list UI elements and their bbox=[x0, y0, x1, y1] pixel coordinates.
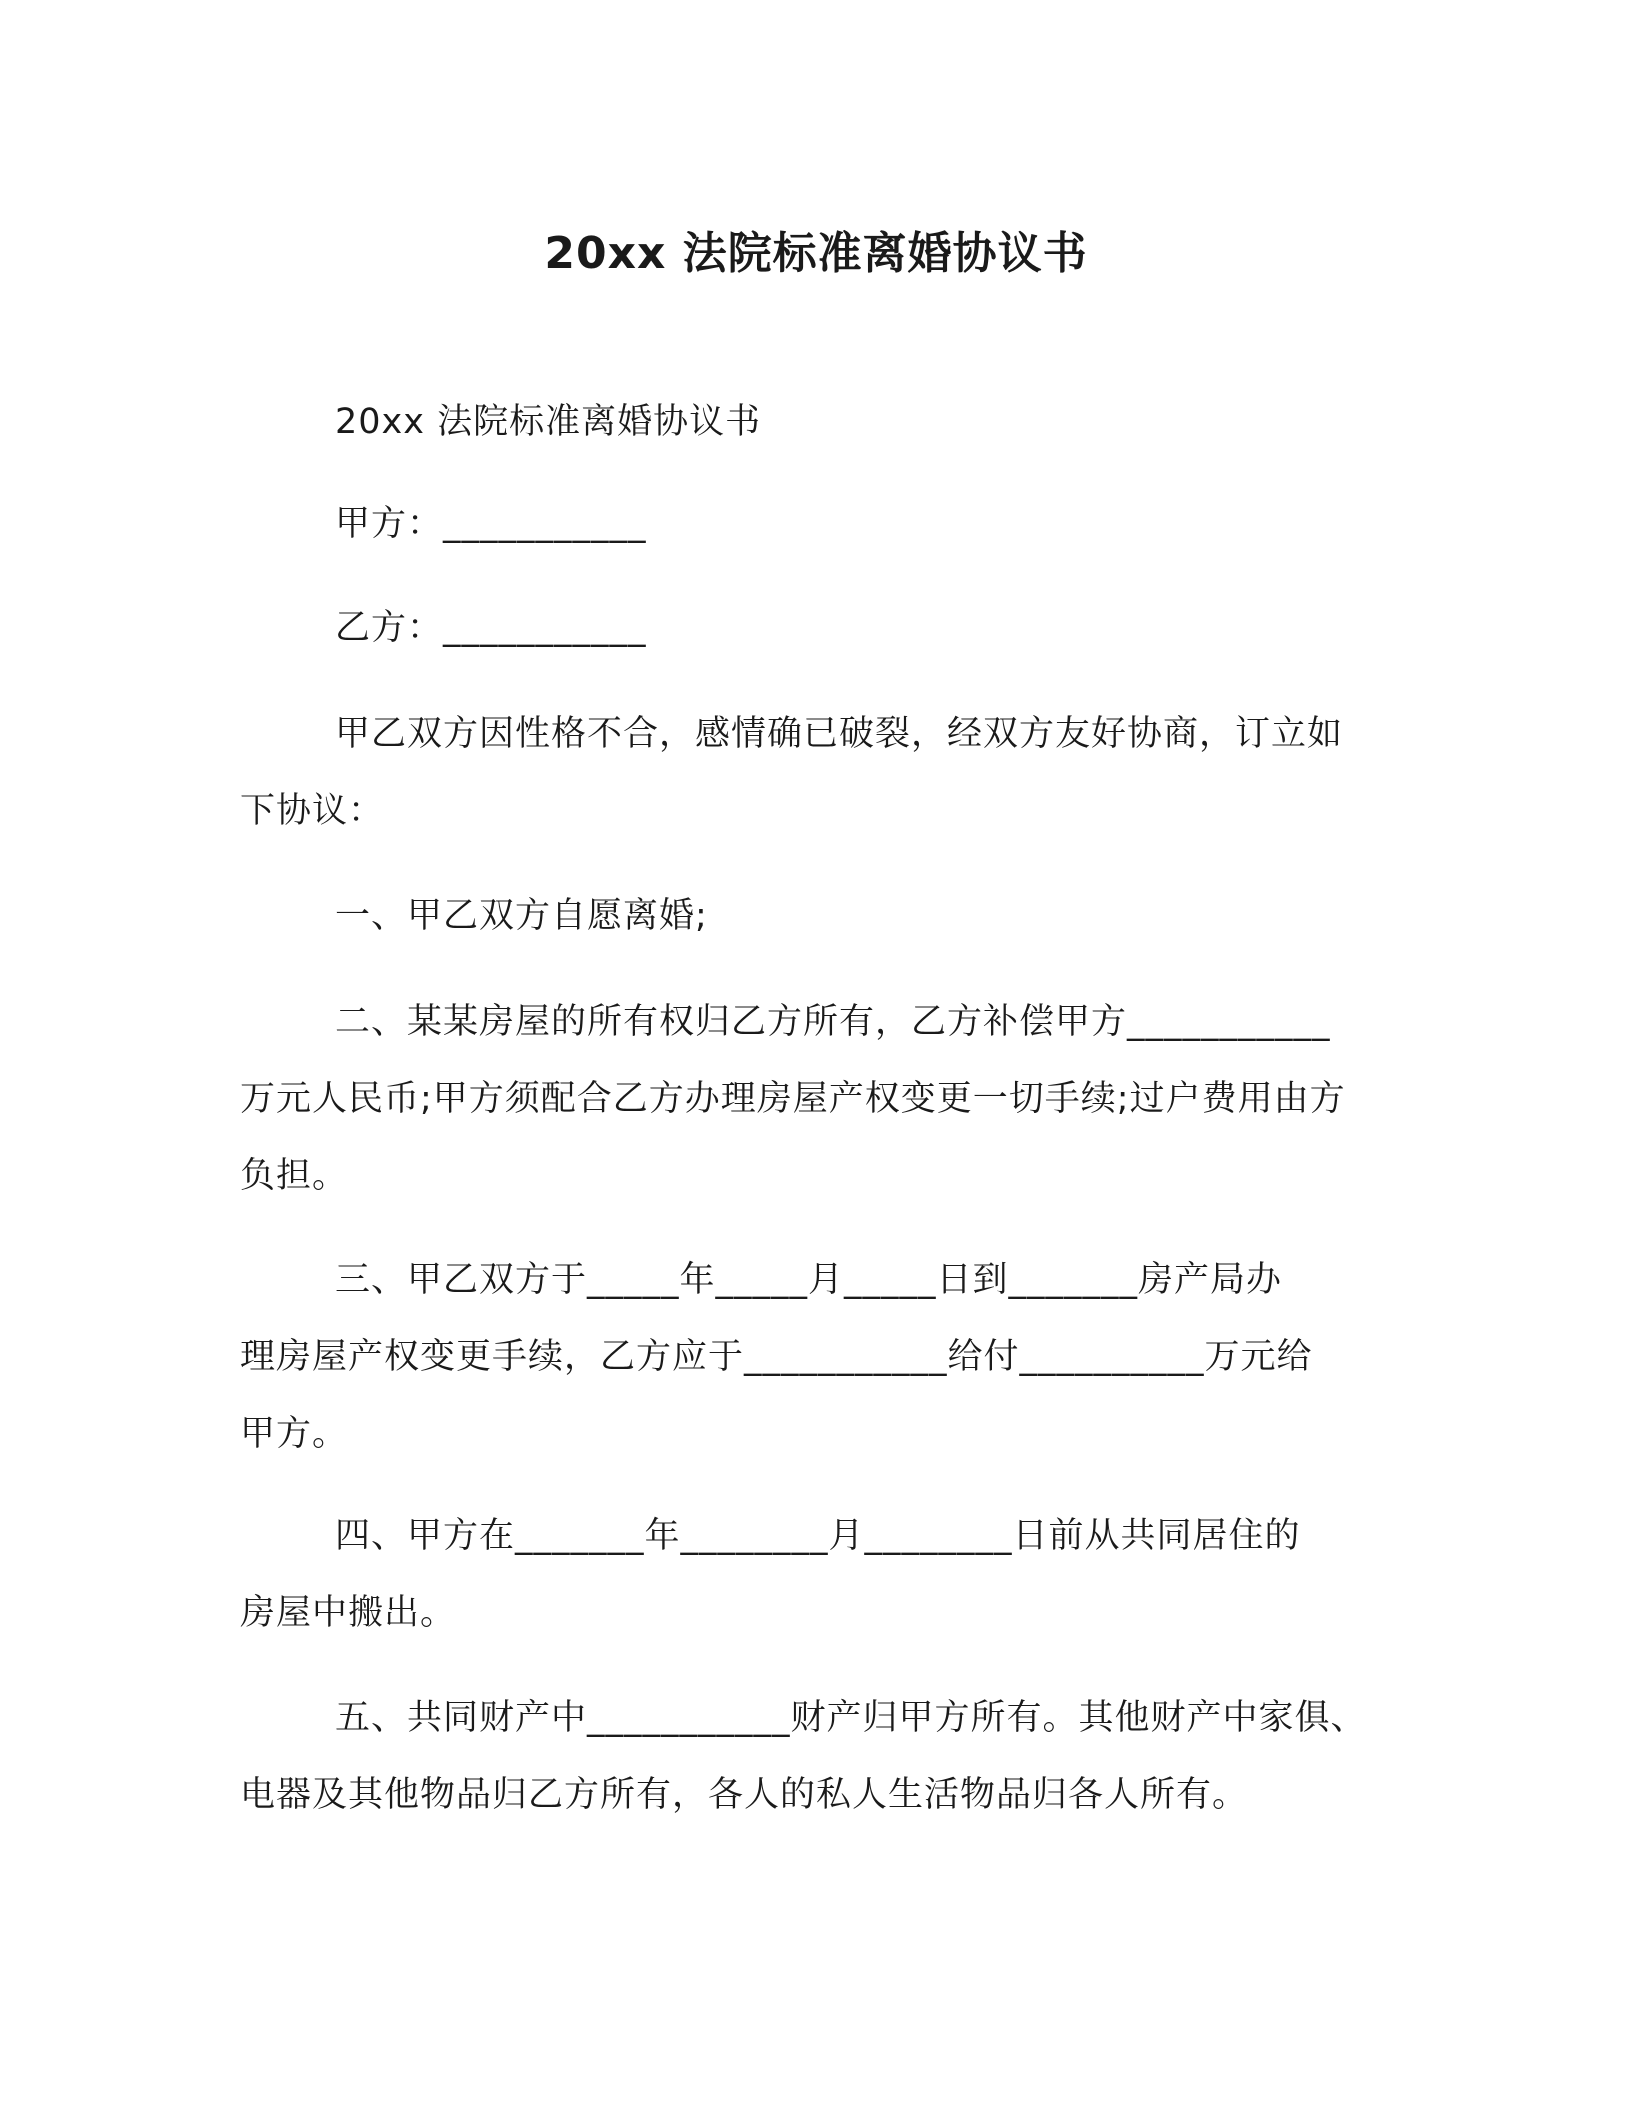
clause-1-line-1: 一、甲乙双方自愿离婚; bbox=[335, 896, 708, 936]
subtitle-paragraph bbox=[240, 384, 1412, 461]
party-b-paragraph bbox=[240, 590, 1412, 667]
clause-3-section bbox=[240, 1242, 1412, 1473]
clause-4-line-2: 房屋中搬出。 bbox=[240, 1593, 457, 1633]
document-title: 20xx 法院标准离婚协议书 bbox=[544, 228, 1088, 279]
party-a-line: 甲方：___________ bbox=[335, 504, 647, 544]
clause-5-line-2: 电器及其他物品归乙方所有，各人的私人生活物品归各人所有。 bbox=[240, 1775, 1249, 1815]
clause-1-section bbox=[240, 878, 1412, 955]
subtitle-line: 20xx 法院标准离婚协议书 bbox=[335, 402, 762, 442]
clause-4-line-1: 四、甲方在_______年________月________日前从共同居住的 bbox=[335, 1516, 1301, 1556]
clause-3-paragraph bbox=[240, 1242, 1412, 1473]
clause-3-line-3: 甲方。 bbox=[240, 1414, 349, 1454]
party-b-field bbox=[240, 590, 1412, 667]
clause-1-paragraph bbox=[240, 878, 1412, 955]
intro-section bbox=[240, 696, 1412, 850]
intro-line-1: 甲乙双方因性格不合，感情确已破裂，经双方友好协商，订立如 bbox=[335, 714, 1344, 754]
intro-line-2: 下协议： bbox=[240, 791, 385, 831]
clause-2-line-2: 万元人民币;甲方须配合乙方办理房屋产权变更一切手续;过户费用由方 bbox=[240, 1079, 1346, 1119]
clause-2-line-1: 二、某某房屋的所有权归乙方所有，乙方补偿甲方___________ bbox=[335, 1002, 1331, 1042]
clause-4-section bbox=[240, 1498, 1412, 1652]
party-b-line: 乙方：___________ bbox=[335, 608, 647, 648]
clause-2-line-3: 负担。 bbox=[240, 1156, 349, 1196]
document-subtitle bbox=[240, 384, 1412, 461]
party-a-paragraph bbox=[240, 486, 1412, 563]
clause-5-line-1: 五、共同财产中___________财产归甲方所有。其他财产中家俱、 bbox=[335, 1698, 1367, 1738]
intro-paragraph bbox=[240, 696, 1412, 850]
clause-3-line-2: 理房屋产权变更手续，乙方应于___________给付__________万元给 bbox=[240, 1337, 1313, 1377]
clause-5-paragraph bbox=[240, 1680, 1412, 1834]
party-a-field bbox=[240, 486, 1412, 563]
clause-4-paragraph bbox=[240, 1498, 1412, 1652]
clause-5-section bbox=[240, 1680, 1412, 1834]
clause-2-section bbox=[240, 984, 1412, 1215]
clause-3-line-1: 三、甲乙双方于_____年_____月_____日到_______房产局办 bbox=[335, 1260, 1283, 1300]
clause-2-paragraph bbox=[240, 984, 1412, 1215]
